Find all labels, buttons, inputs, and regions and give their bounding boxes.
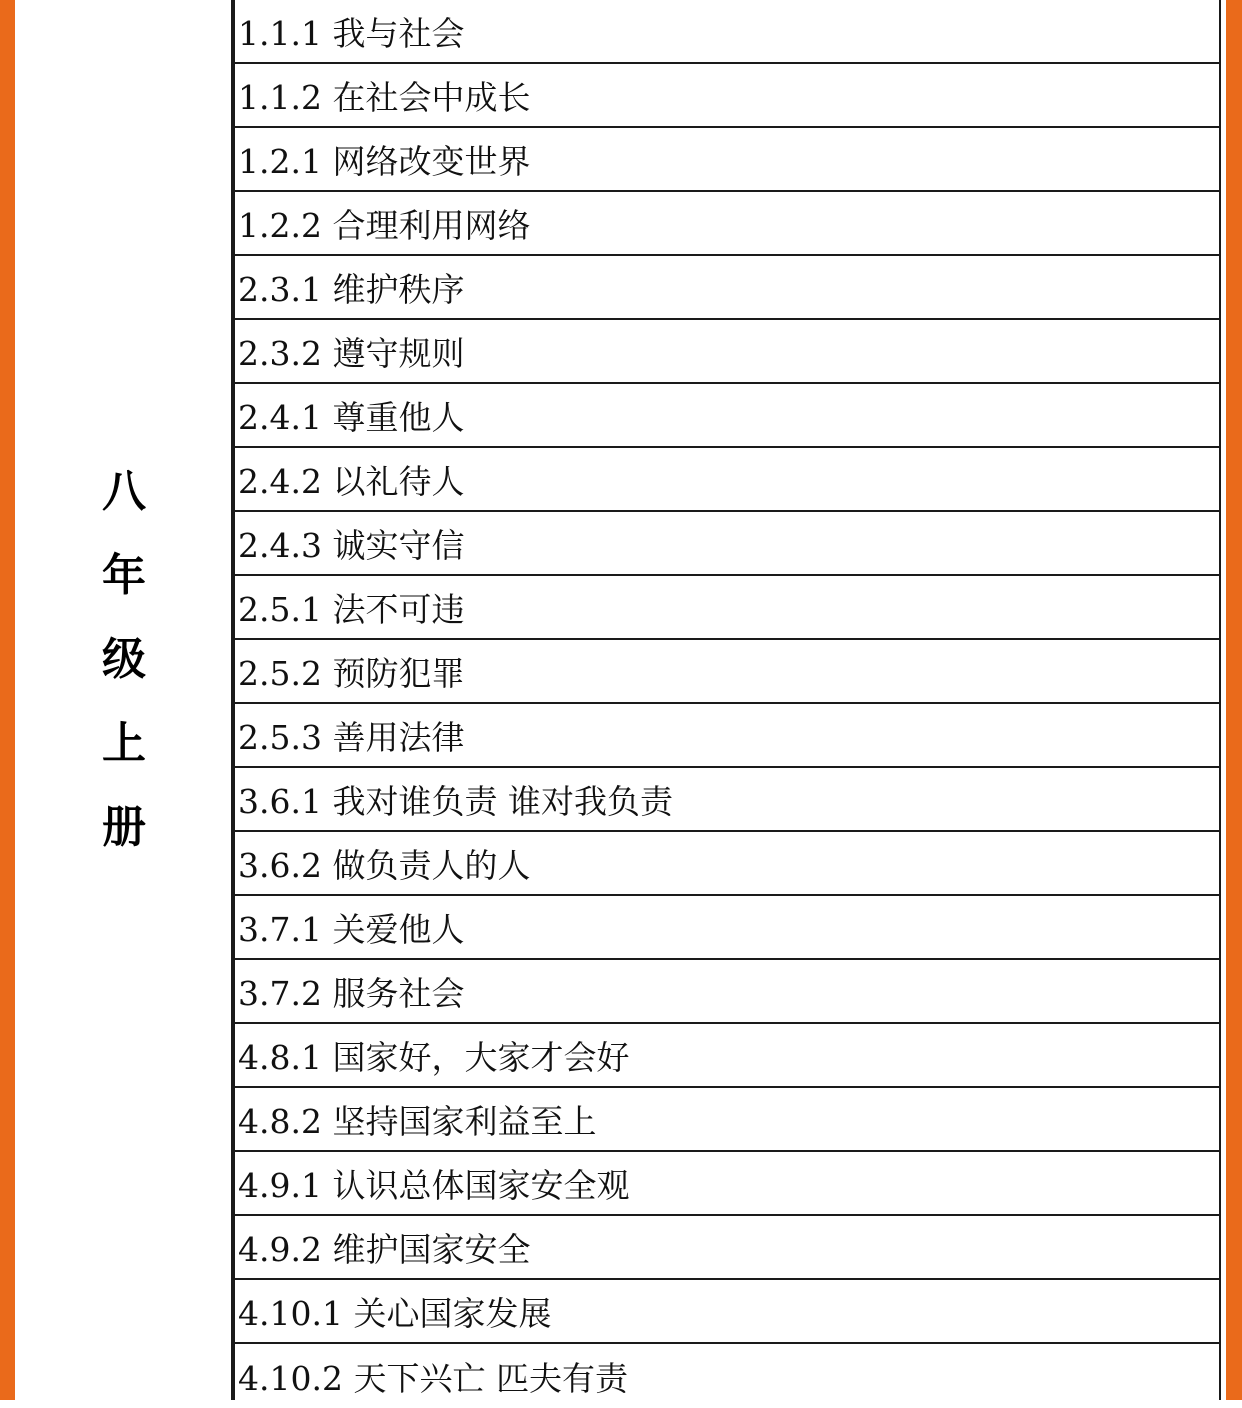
lesson-row: 4.8.1 国家好，大家才会好: [235, 1024, 1219, 1088]
left-orange-border: [0, 0, 15, 1400]
lesson-row: 4.9.1 认识总体国家安全观: [235, 1152, 1219, 1216]
lesson-row: 4.10.1 关心国家发展: [235, 1280, 1219, 1344]
lesson-row: 1.1.2 在社会中成长: [235, 64, 1219, 128]
lesson-row: 4.8.2 坚持国家利益至上: [235, 1088, 1219, 1152]
lesson-row: 2.4.3 诚实守信: [235, 512, 1219, 576]
lesson-row: 3.7.2 服务社会: [235, 960, 1219, 1024]
grade-char: 八: [102, 466, 146, 517]
lesson-row: 2.5.1 法不可违: [235, 576, 1219, 640]
grade-label: [15, 450, 233, 870]
grade-char: 级: [102, 634, 146, 685]
grade-char: 上: [102, 718, 146, 769]
right-orange-border: [1226, 0, 1242, 1400]
lesson-row: 1.1.1 我与社会: [235, 0, 1219, 64]
lesson-row: 3.6.2 做负责人的人: [235, 832, 1219, 896]
lesson-row: 2.3.2 遵守规则: [235, 320, 1219, 384]
lesson-table: [233, 0, 1221, 1400]
lesson-row: 1.2.1 网络改变世界: [235, 128, 1219, 192]
lesson-row: 3.7.1 关爱他人: [235, 896, 1219, 960]
lesson-row: 2.4.1 尊重他人: [235, 384, 1219, 448]
lesson-row: 2.5.3 善用法律: [235, 704, 1219, 768]
lesson-row: 4.9.2 维护国家安全: [235, 1216, 1219, 1280]
lesson-row: 2.5.2 预防犯罪: [235, 640, 1219, 704]
grade-char: 册: [102, 802, 146, 853]
lesson-row: 1.2.2 合理利用网络: [235, 192, 1219, 256]
lesson-row: 4.10.2 天下兴亡 匹夫有责: [238, 1358, 628, 1398]
lesson-row: 3.6.1 我对谁负责 谁对我负责: [235, 768, 1219, 832]
lesson-row: 2.4.2 以礼待人: [235, 448, 1219, 512]
grade-column: [15, 0, 233, 1400]
lesson-row: 2.3.1 维护秩序: [235, 256, 1219, 320]
grade-char: 年: [102, 550, 146, 601]
